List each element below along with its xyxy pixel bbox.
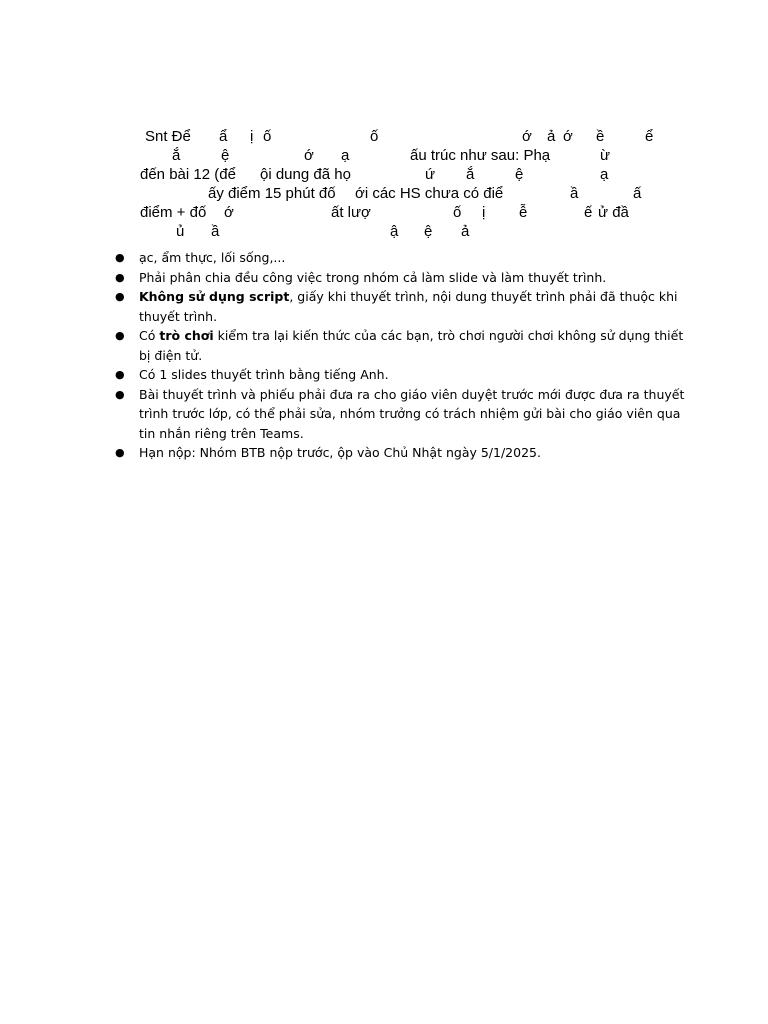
garbled-text-block bbox=[0, 128, 768, 242]
garbled-fragment: ắ bbox=[466, 166, 475, 183]
bullet-icon: ● bbox=[115, 387, 125, 401]
garbled-fragment: ầ bbox=[570, 185, 579, 202]
garbled-line bbox=[0, 166, 768, 185]
garbled-fragment: ố bbox=[370, 128, 379, 145]
garbled-fragment: ố bbox=[453, 204, 462, 221]
garbled-fragment: ệ bbox=[221, 147, 230, 164]
garbled-fragment: ứ bbox=[425, 166, 436, 183]
bullet-icon: ● bbox=[115, 446, 125, 459]
garbled-fragment: ễ bbox=[519, 204, 528, 221]
garbled-fragment: ừ bbox=[600, 147, 611, 164]
list-item bbox=[115, 268, 685, 288]
requirements-list bbox=[115, 248, 685, 463]
garbled-fragment: ố bbox=[263, 128, 272, 145]
list-item-text: ạc, ẩm thực, lối sống,... bbox=[139, 250, 286, 265]
garbled-fragment: ị bbox=[482, 204, 486, 221]
garbled-fragment: ớ bbox=[304, 147, 314, 164]
garbled-fragment: ệ bbox=[515, 166, 524, 183]
garbled-fragment: Snt Để bbox=[145, 128, 191, 145]
garbled-fragment: ạ bbox=[341, 147, 350, 164]
garbled-fragment: ậ bbox=[390, 223, 399, 240]
garbled-fragment: ội dung đã họ bbox=[260, 166, 351, 183]
list-item-prefix: Có bbox=[139, 328, 160, 343]
list-item-text: , giấy khi thuyết trình, nội dung thuyết trình phải đã thuộc khi thuyết trình. bbox=[139, 289, 678, 324]
list-item-text: Phải phân chia đều công việc trong nhóm cả làm slide và làm thuyết trình. bbox=[139, 269, 607, 285]
garbled-fragment: điểm + đố bbox=[140, 204, 207, 221]
list-item-text: kiểm tra lại kiến thức của các bạn, trò chơi người chơi không sử dụng thiết bị điện tử. bbox=[139, 328, 684, 363]
bullet-icon: ● bbox=[115, 290, 125, 303]
bullet-icon: ● bbox=[115, 329, 125, 342]
garbled-fragment: ể bbox=[645, 128, 654, 145]
list-item-text: Hạn nộp: Nhóm BTB nộp trước, ộp vào Chủ Nhật ngày 5/1/2025. bbox=[139, 445, 541, 460]
garbled-fragment: ắ bbox=[172, 147, 181, 164]
list-item-text: Bài thuyết trình và phiếu phải đưa ra cho giáo viên duyệt trước mới được đưa ra thuyết trình trước lớp, có thể phải sửa, nhóm trưởng có trách nhiệm gửi bài cho giáo viên qua tin nhắn riêng trên Teams. bbox=[139, 386, 685, 441]
garbled-line bbox=[0, 223, 768, 242]
garbled-fragment: ế bbox=[584, 204, 593, 221]
list-item bbox=[115, 385, 685, 444]
list-item bbox=[115, 248, 685, 268]
garbled-fragment: ấ bbox=[633, 185, 642, 202]
garbled-line bbox=[0, 147, 768, 166]
garbled-fragment: ử đầ bbox=[598, 204, 629, 221]
garbled-fragment: ất lượ bbox=[331, 204, 371, 221]
garbled-fragment: ớ bbox=[522, 128, 532, 145]
garbled-fragment: ủ bbox=[176, 223, 185, 240]
garbled-fragment: đến bài 12 (để bbox=[140, 166, 236, 183]
garbled-fragment: ị bbox=[250, 128, 254, 145]
garbled-fragment: ả bbox=[547, 128, 556, 145]
garbled-fragment: ả bbox=[461, 223, 470, 240]
garbled-fragment: ẩ bbox=[219, 128, 228, 145]
garbled-fragment: ạ bbox=[600, 166, 609, 183]
bullet-icon: ● bbox=[115, 270, 125, 284]
bullet-icon: ● bbox=[115, 251, 125, 264]
garbled-fragment: ề bbox=[596, 128, 605, 145]
garbled-line bbox=[0, 185, 768, 204]
garbled-fragment: ệ bbox=[424, 223, 433, 240]
garbled-fragment: ớ bbox=[224, 204, 234, 221]
list-item bbox=[115, 287, 685, 326]
list-item bbox=[115, 443, 685, 463]
garbled-fragment: ớ bbox=[563, 128, 573, 145]
list-item-text: Có 1 slides thuyết trình bằng tiếng Anh. bbox=[139, 367, 389, 382]
garbled-fragment: ới các HS chưa có điể bbox=[355, 185, 504, 202]
list-item-bold: trò chơi bbox=[159, 328, 214, 343]
garbled-fragment: ấu trúc như sau: Phạ bbox=[410, 147, 551, 164]
list-item-bold: Không sử dụng script bbox=[139, 289, 290, 304]
list-item bbox=[115, 365, 685, 385]
garbled-line bbox=[0, 204, 768, 223]
bullet-icon: ● bbox=[115, 368, 125, 381]
garbled-line bbox=[0, 128, 768, 147]
garbled-fragment: ấy điểm 15 phút đố bbox=[208, 185, 336, 202]
garbled-fragment: ầ bbox=[211, 223, 220, 240]
list-item bbox=[115, 326, 685, 365]
